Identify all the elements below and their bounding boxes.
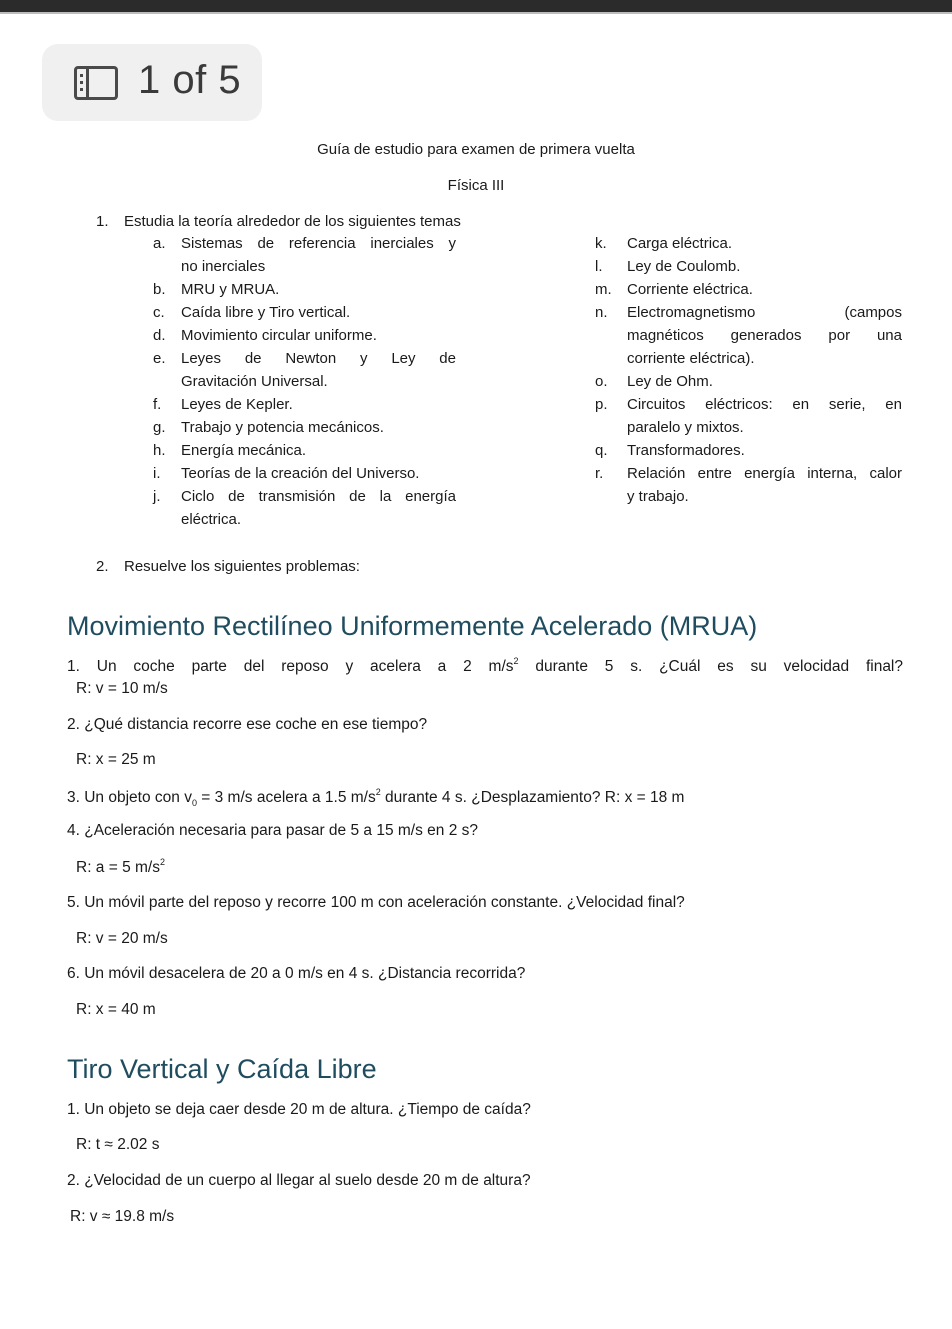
topic-item: Teorías de la creación del Universo. (181, 465, 420, 482)
tiro-answer-2: R: v ≈ 19.8 m/s (70, 1208, 175, 1225)
topic-item: Carga eléctrica. (627, 235, 733, 252)
document-subtitle: Física III (447, 177, 505, 194)
topic-item: Movimiento circular uniforme. (181, 327, 377, 344)
topic-marker: k. (595, 235, 607, 252)
topic-marker: p. (595, 396, 608, 413)
topic-marker: g. (153, 419, 166, 436)
mrua-answer-1: R: v = 10 m/s (76, 680, 168, 697)
topic-item: Circuitos eléctricos: en serie, en paralelo y mixtos. (627, 396, 902, 436)
topic-item: Electromagnetismo (campos magnéticos generados por una corriente eléctrica). (627, 304, 902, 367)
mrua-problem-2: 2. ¿Qué distancia recorre ese coche en ese tiempo? (67, 716, 428, 733)
topic-item: Trabajo y potencia mecánicos. (181, 419, 384, 436)
topic-marker: h. (153, 442, 166, 459)
topic-item: Transformadores. (627, 442, 745, 459)
mrua-problem-3: 3. Un objeto con $v_0 = 3$ m/s acelera a 1.5 $m/s^2$ durante 4 s. ¿Desplazamiento? R: x = 18 m (67, 787, 685, 809)
tiro-problem-2: 2. ¿Velocidad de un cuerpo al llegar al suelo desde 20 m de altura? (67, 1172, 531, 1189)
mrua-answer-4: R: a = 5 $m/s^2$ (76, 857, 166, 876)
section-2-text: Resuelve los siguientes problemas: (124, 558, 360, 575)
topic-marker: l. (595, 258, 603, 275)
topic-marker: m. (595, 281, 612, 298)
topic-marker: o. (595, 373, 608, 390)
topic-marker: f. (153, 396, 162, 413)
top-bar (0, 0, 952, 12)
mrua-answer-5: R: v = 20 m/s (76, 930, 168, 947)
section-1-text: Estudia la teoría alrededor de los siguientes temas (124, 213, 461, 230)
topic-marker: c. (153, 304, 165, 321)
sidebar-icon (74, 66, 118, 100)
topic-marker: d. (153, 327, 166, 344)
section-2-number: 2. (96, 558, 109, 575)
mrua-problem-6: 6. Un móvil desacelera de 20 a 0 m/s en 4 s. ¿Distancia recorrida? (67, 965, 526, 982)
top-bar-divider (0, 12, 952, 14)
topic-marker: i. (153, 465, 161, 482)
topic-marker: j. (153, 488, 161, 505)
mrua-answer-2: R: x = 25 m (76, 751, 156, 768)
mrua-problem-1: 1. Un coche parte del reposo y acelera a 2 $m/s^2$ durante 5 s. ¿Cuál es su velocidad final? (67, 656, 903, 675)
tiro-answer-1: R: t ≈ 2.02 s (76, 1136, 160, 1153)
page-indicator[interactable] (42, 44, 262, 121)
topic-item: Sistemas de referencia inerciales y no inerciales (181, 235, 456, 275)
topic-item: Relación entre energía interna, calor y trabajo. (627, 465, 902, 505)
topic-marker: r. (595, 465, 604, 482)
tiro-heading: Tiro Vertical y Caída Libre (67, 1054, 377, 1084)
topic-item: Caída libre y Tiro vertical. (181, 304, 351, 321)
document-title: Guía de estudio para examen de primera vuelta (317, 141, 635, 158)
topic-marker: b. (153, 281, 166, 298)
topic-item: Ciclo de transmisión de la energía eléctrica. (181, 488, 456, 528)
topic-item: Leyes de Kepler. (181, 396, 293, 413)
topic-item: Ley de Ohm. (627, 373, 713, 390)
mrua-problem-5: 5. Un móvil parte del reposo y recorre 100 m con aceleración constante. ¿Velocidad final? (67, 894, 685, 911)
topic-marker: n. (595, 304, 608, 321)
page-count: 1 of 5 (138, 58, 242, 102)
tiro-problem-1: 1. Un objeto se deja caer desde 20 m de altura. ¿Tiempo de caída? (67, 1101, 531, 1118)
topic-item: MRU y MRUA. (181, 281, 280, 298)
mrua-problem-4: 4. ¿Aceleración necesaria para pasar de 5 a 15 m/s en 2 s? (67, 822, 478, 839)
topic-item: Leyes de Newton y Ley de Gravitación Universal. (181, 350, 456, 390)
topic-item: Ley de Coulomb. (627, 258, 741, 275)
section-1-number: 1. (96, 213, 109, 230)
topic-marker: q. (595, 442, 608, 459)
topic-marker: a. (153, 235, 166, 252)
topic-item: Energía mecánica. (181, 442, 307, 459)
mrua-heading: Movimiento Rectilíneo Uniformemente Acelerado (MRUA) (67, 611, 758, 641)
topic-item: Corriente eléctrica. (627, 281, 753, 298)
topic-marker: e. (153, 350, 166, 367)
mrua-answer-6: R: x = 40 m (76, 1001, 156, 1018)
